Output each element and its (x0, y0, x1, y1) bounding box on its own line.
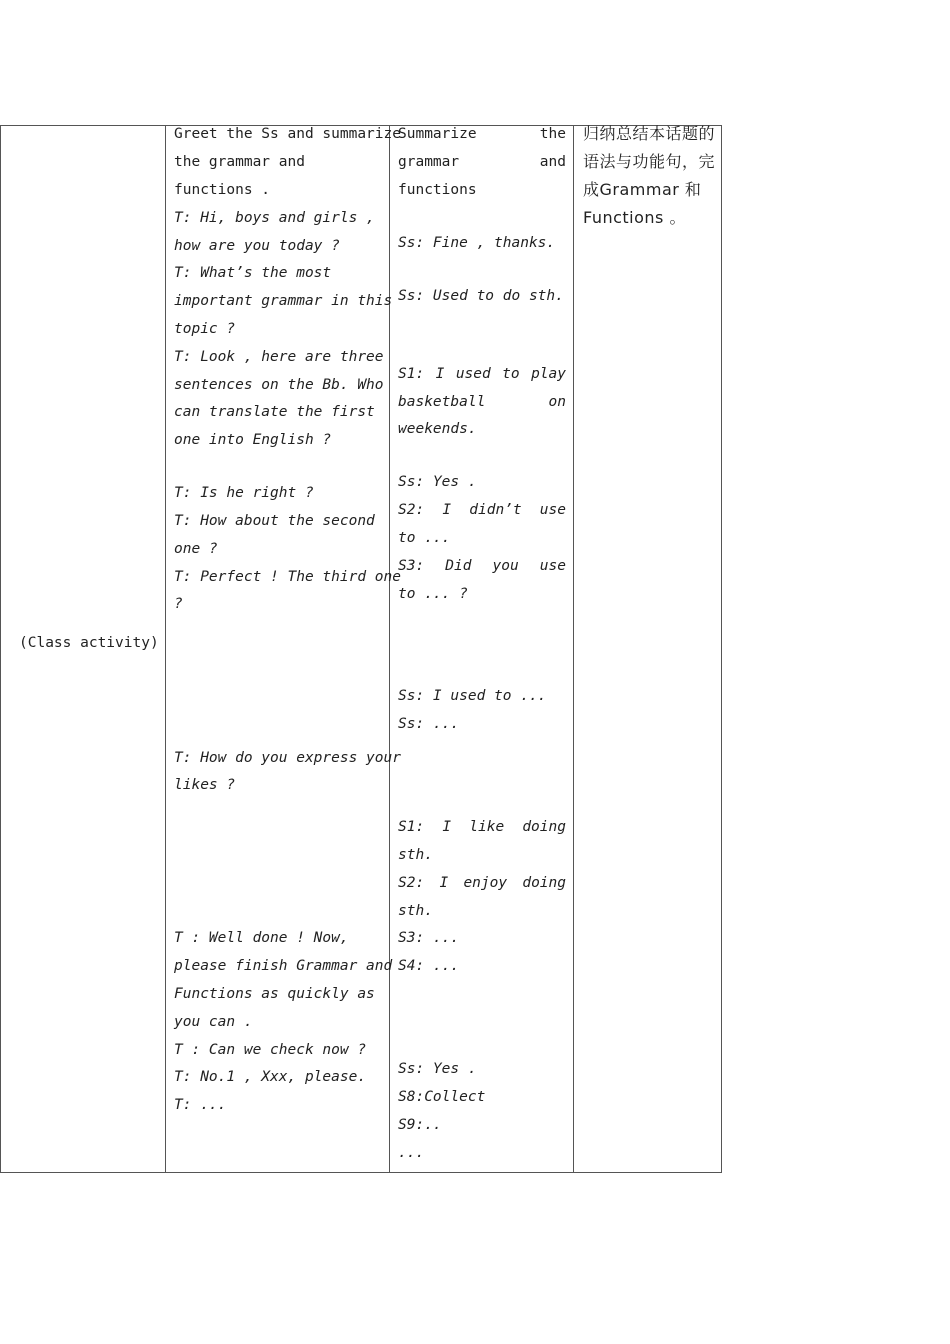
teacher-line: T : Well done ! Now, (174, 930, 349, 946)
teacher-line: T: How about the second (174, 513, 375, 529)
student-intro-line (398, 180, 477, 200)
student-line: S9:.. (398, 1117, 442, 1133)
word: S3: (398, 558, 425, 574)
teacher-line: T: ... (174, 1097, 227, 1113)
word: grammar (398, 154, 460, 170)
teacher-line: Functions as quickly as (174, 986, 375, 1002)
student-line: to ... ? (398, 586, 468, 602)
teacher-line: you can . (174, 1014, 253, 1030)
word: S2: (398, 875, 425, 891)
student-line (398, 556, 566, 576)
word: and (539, 154, 566, 170)
word: didn’t (469, 502, 522, 518)
teacher-line: T: What’s the most (174, 265, 332, 281)
student-line: Ss: Fine , thanks. (398, 235, 556, 251)
student-line: weekends. (398, 421, 477, 437)
word: S2: (398, 502, 425, 518)
teacher-line: sentences on the Bb. Who (174, 377, 384, 393)
teacher-line: T: Hi, boys and girls , (174, 210, 375, 226)
word: enjoy (463, 875, 508, 891)
teacher-line: topic ? (174, 321, 236, 337)
teacher-line: likes ? (174, 777, 236, 793)
student-intro-line (398, 152, 566, 172)
word: I (439, 875, 449, 891)
student-line (398, 364, 566, 384)
teacher-line: can translate the first (174, 404, 375, 420)
student-line: S8:Collect (398, 1089, 486, 1105)
teacher-line: one ? (174, 541, 218, 557)
word: to (502, 366, 520, 382)
student-line (398, 817, 566, 837)
word: I (442, 819, 452, 835)
student-line (398, 873, 566, 893)
student-line: sth. (398, 903, 433, 919)
word: like (469, 819, 505, 835)
student-line: sth. (398, 847, 433, 863)
word: I (442, 502, 452, 518)
word: use (539, 502, 566, 518)
word: you (492, 558, 519, 574)
student-line (398, 392, 566, 412)
student-line (398, 500, 566, 520)
teacher-line: please finish Grammar and (174, 958, 393, 974)
purpose-line: 成Grammar 和 (583, 180, 702, 199)
student-line: S4: ... (398, 958, 460, 974)
teacher-line: important grammar in this (174, 293, 393, 309)
word: doing (522, 819, 566, 835)
teacher-line: how are you today ? (174, 238, 340, 254)
word: on (548, 394, 566, 410)
word: Summarize (398, 126, 477, 142)
teacher-line: T: Look , here are three (174, 349, 384, 365)
word: doing (522, 875, 566, 891)
column-divider (389, 126, 390, 1172)
word: used (455, 366, 491, 382)
word: use (539, 558, 566, 574)
word: Did (445, 558, 472, 574)
student-line: ... (398, 1145, 425, 1161)
teacher-line: T: Perfect ! The third one (174, 569, 401, 585)
teacher-line: T: How do you express your (174, 750, 401, 766)
teacher-line: T : Can we check now ? (174, 1042, 367, 1058)
student-line: Ss: I used to ... (398, 688, 547, 704)
word: S1: (398, 819, 425, 835)
column-divider (573, 126, 574, 1172)
student-line: Ss: Yes . (398, 474, 477, 490)
word: S1: (398, 366, 425, 382)
teacher-line: T: Is he right ? (174, 485, 314, 501)
student-line: Ss: Used to do sth. (398, 288, 564, 304)
student-intro-line (398, 124, 566, 144)
student-line: to ... (398, 530, 451, 546)
purpose-line: 归纳总结本话题的 (583, 124, 716, 143)
word: play (531, 366, 566, 382)
teacher-line: T: No.1 , Xxx, please. (174, 1069, 367, 1085)
teacher-line: one into English ? (174, 432, 332, 448)
teacher-line: ? (174, 596, 183, 612)
word: I (435, 366, 445, 382)
activity-label: (Class activity) (19, 635, 159, 651)
teacher-intro-line: the grammar and (174, 154, 305, 170)
lesson-table (0, 125, 722, 1173)
word: functions (398, 182, 477, 198)
student-line: Ss: Yes . (398, 1061, 477, 1077)
teacher-intro-line: functions . (174, 182, 271, 198)
student-line: S3: ... (398, 930, 460, 946)
column-divider (165, 126, 166, 1172)
teacher-intro-line: Greet the Ss and summarize (174, 126, 401, 142)
word: basketball (398, 394, 486, 410)
purpose-line: Functions 。 (583, 208, 686, 227)
word: the (539, 126, 566, 142)
student-line: Ss: ... (398, 716, 460, 732)
purpose-line: 语法与功能句，完 (583, 152, 716, 171)
